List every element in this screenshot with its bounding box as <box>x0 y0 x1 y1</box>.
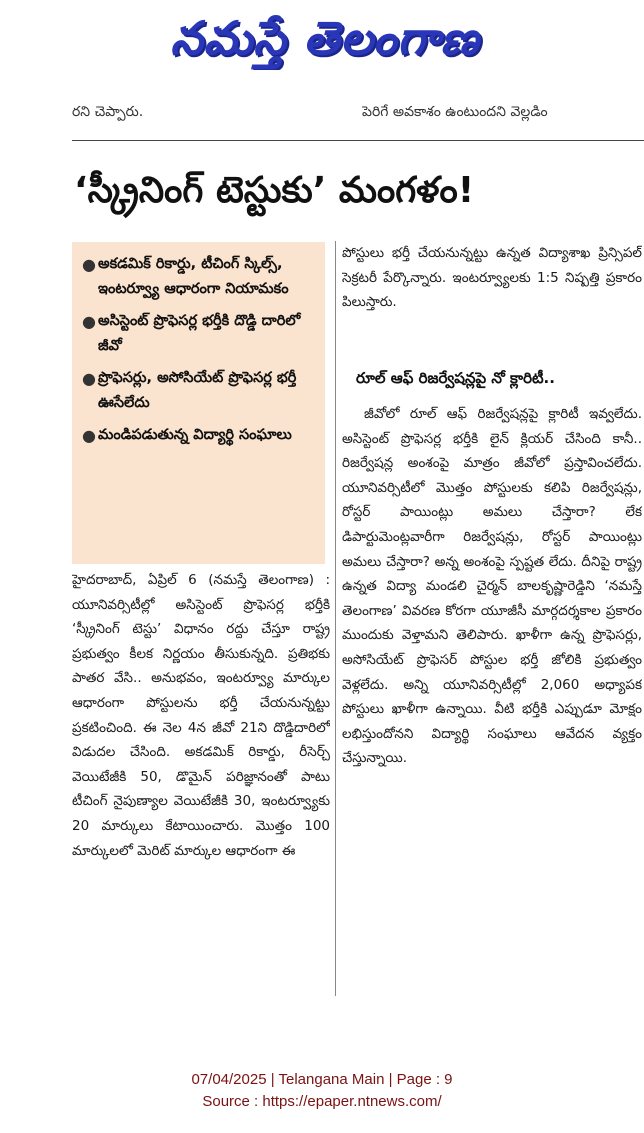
highlight-item: ● మండిపడుతున్న విద్యార్థి సంఘాలు <box>82 423 317 448</box>
bullet-icon: ● <box>82 426 96 445</box>
article-right-column-top: పోస్టులు భర్తీ చేయనున్నట్టు ఉన్నత విద్యాశాఖ ప్రిన్సిపల్ సెక్రటరీ పేర్కొన్నారు. ఇంటర్వ్యూలకు 1:5 నిష్పత్తి ప్రకారం పిలుస్తారు. <box>342 245 642 311</box>
prev-article-snippet-left: రని చెప్పారు. <box>72 104 144 120</box>
newspaper-logo: నమస్తే తెలంగాణ <box>170 11 480 65</box>
masthead <box>0 0 644 80</box>
highlights-box <box>72 242 325 564</box>
article-subheading: రూల్ ఆఫ్ రిజర్వేషన్లపై నో క్లారిటీ.. <box>356 369 555 387</box>
footer-date-page: 07/04/2025 | Telangana Main | Page : 9 <box>191 1071 453 1088</box>
top-divider <box>72 140 644 141</box>
bullet-icon: ● <box>82 312 96 331</box>
bullet-icon: ● <box>82 369 96 388</box>
highlight-item: ● ప్రొఫెసర్లు, అసోసియేట్ ప్రొఫెసర్ల భర్తీ ఊసేలేదు <box>82 366 317 416</box>
prev-article-snippet-right: పెరిగే అవకాశం ఉంటుందని వెల్లడిం <box>362 104 548 120</box>
highlight-item: ● అసిస్టెంట్ ప్రొఫెసర్ల భర్తీకి దొడ్డి దారిలో జీవో <box>82 309 317 359</box>
highlight-item: ● అకడమిక్ రికార్డు, టీచింగ్ స్కిల్స్, ఇంటర్వ్యూ ఆధారంగా నియామకం <box>82 252 317 302</box>
headline: ‘స్క్రీనింగ్ టెస్టుకు’ మంగళం! <box>74 170 475 211</box>
bullet-icon: ● <box>82 255 96 274</box>
footer-source: Source : https://epaper.ntnews.com/ <box>202 1093 442 1110</box>
article-left-column: హైదరాబాద్, ఏప్రిల్ 6 (నమస్తే తెలంగాణ) : యూనివర్సిటీల్లో అసిస్టెంట్ ప్రొఫెసర్ల భర్తీకి ‘స్క్రీనింగ్ టెస్టు’ విధానం రద్దు చేస్తూ రాష్ట్ర ప్రభుత్వం కీలక నిర్ణయం తీసుకున్నది. ప్రతిభకు పాతర వేసి.. అనుభవం, ఇంటర్వ్యూ మార్కుల ఆధారంగా పోస్టులను భర్తీ చేయనున్నట్టు ప్రకటించింది. ఈ నెల 4న జీవో 21ని దొడ్డిదారిలో విడుదల చేసింది. అకడమిక్ రికార్డు, రీసెర్చ్ వెయిటేజీకి 50, డొమైన్ పరిజ్ఞానంతో పాటు టీచింగ్ నైపుణ్యాల వెయిటేజీకి 30, ఇంటర్వ్యూకు 20 మార్కులు కేటాయించారు. మొత్తం 100 మార్కులలో మెరిట్ మార్కుల ఆధారంగా ఈ <box>72 572 330 859</box>
article-right-column-body: జీవోలో రూల్ ఆఫ్ రిజర్వేషన్లపై క్లారిటీ ఇవ్వలేదు. అసిస్టెంట్ ప్రొఫెసర్ల భర్తీకి లైన్ క్లియర్ చేసింది కానీ.. రిజర్వేషన్ల అంశంపై మాత్రం జీవోలో ప్రస్తావించలేదు. యూనివర్సిటీలో మొత్తం పోస్టులకు కలిపి రిజర్వేషన్లు, రోస్టర్ పాయింట్లు అమలు చేస్తారా? లేక డిపార్టుమెంట్లవారీగా రిజర్వేషన్లు, రోస్టర్ పాయింట్లు అమలు చేస్తారా? అన్న అంశంపై స్పష్టత లేదు. దీనిపై రాష్ట్ర ఉన్నత విద్యా మండలి చైర్మన్ బాలకృష్ణారెడ్డిని ‘నమస్తే తెలంగాణ’ వివరణ కోరగా యూజీసీ మార్గదర్శకాల ప్రకారం ముందుకు వెళ్తామని తెలిపారు. ఖాళీగా ఉన్న ప్రొఫెసర్లు, అసోసియేట్ ప్రొఫెసర్ పోస్టుల భర్తీ జోలికి ప్రభుత్వం వెళ్లలేదు. అన్ని యూనివర్సిటీల్లో 2,060 అధ్యాపక పోస్టులు ఖాళీగా ఉన్నాయి. వీటి భర్తీకి ఎప్పుడూ మోక్షం లభిస్తుందోనని విద్యార్థి సంఘాలు ఆవేదన వ్యక్తం చేస్తున్నాయి. <box>342 406 642 767</box>
column-divider <box>335 241 336 996</box>
